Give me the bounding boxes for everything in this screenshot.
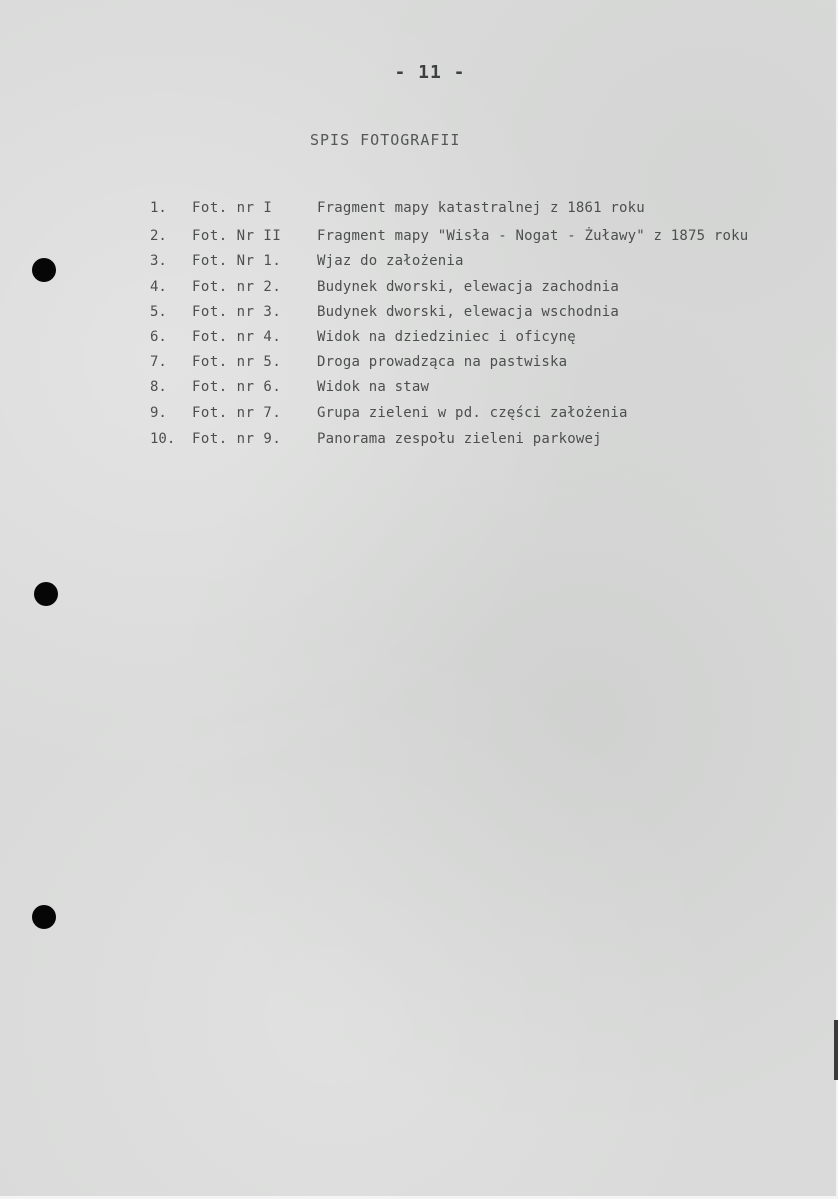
- item-photo-ref: Fot. nr 4.: [192, 329, 282, 345]
- item-title: Fragment mapy "Wisła - Nogat - Żuławy" z 1875 roku: [317, 228, 749, 244]
- item-number: 4.: [150, 279, 167, 295]
- list-heading: SPIS FOTOGRAFII: [310, 131, 461, 149]
- page-number: - 11 -: [394, 62, 466, 83]
- item-number: 10.: [150, 431, 176, 447]
- punch-hole: [32, 905, 56, 929]
- item-title: Fragment mapy katastralnej z 1861 roku: [317, 200, 645, 216]
- item-title: Droga prowadząca na pastwiska: [317, 354, 568, 370]
- item-photo-ref: Fot. nr 2.: [192, 279, 282, 295]
- item-number: 8.: [150, 379, 167, 395]
- item-photo-ref: Fot. nr 7.: [192, 405, 282, 421]
- item-title: Budynek dworski, elewacja zachodnia: [317, 279, 620, 295]
- item-number: 2.: [150, 228, 167, 244]
- item-title: Panorama zespołu zieleni parkowej: [317, 431, 602, 447]
- item-photo-ref: Fot. Nr II: [192, 228, 282, 244]
- punch-hole: [32, 258, 56, 282]
- item-number: 5.: [150, 304, 167, 320]
- item-number: 7.: [150, 354, 167, 370]
- item-photo-ref: Fot. nr 5.: [192, 354, 282, 370]
- edge-mark: [834, 1020, 838, 1080]
- item-photo-ref: Fot. nr 9.: [192, 431, 282, 447]
- item-title: Grupa zieleni w pd. części założenia: [317, 405, 628, 421]
- item-photo-ref: Fot. Nr 1.: [192, 253, 282, 269]
- item-title: Wjaz do założenia: [317, 253, 464, 269]
- punch-hole: [34, 582, 58, 606]
- item-photo-ref: Fot. nr 6.: [192, 379, 282, 395]
- item-number: 1.: [150, 200, 167, 216]
- item-number: 9.: [150, 405, 167, 421]
- item-photo-ref: Fot. nr 3.: [192, 304, 282, 320]
- item-title: Widok na staw: [317, 379, 430, 395]
- item-number: 6.: [150, 329, 167, 345]
- item-number: 3.: [150, 253, 167, 269]
- item-title: Budynek dworski, elewacja wschodnia: [317, 304, 620, 320]
- item-photo-ref: Fot. nr I: [192, 200, 273, 216]
- item-title: Widok na dziedziniec i oficynę: [317, 329, 576, 345]
